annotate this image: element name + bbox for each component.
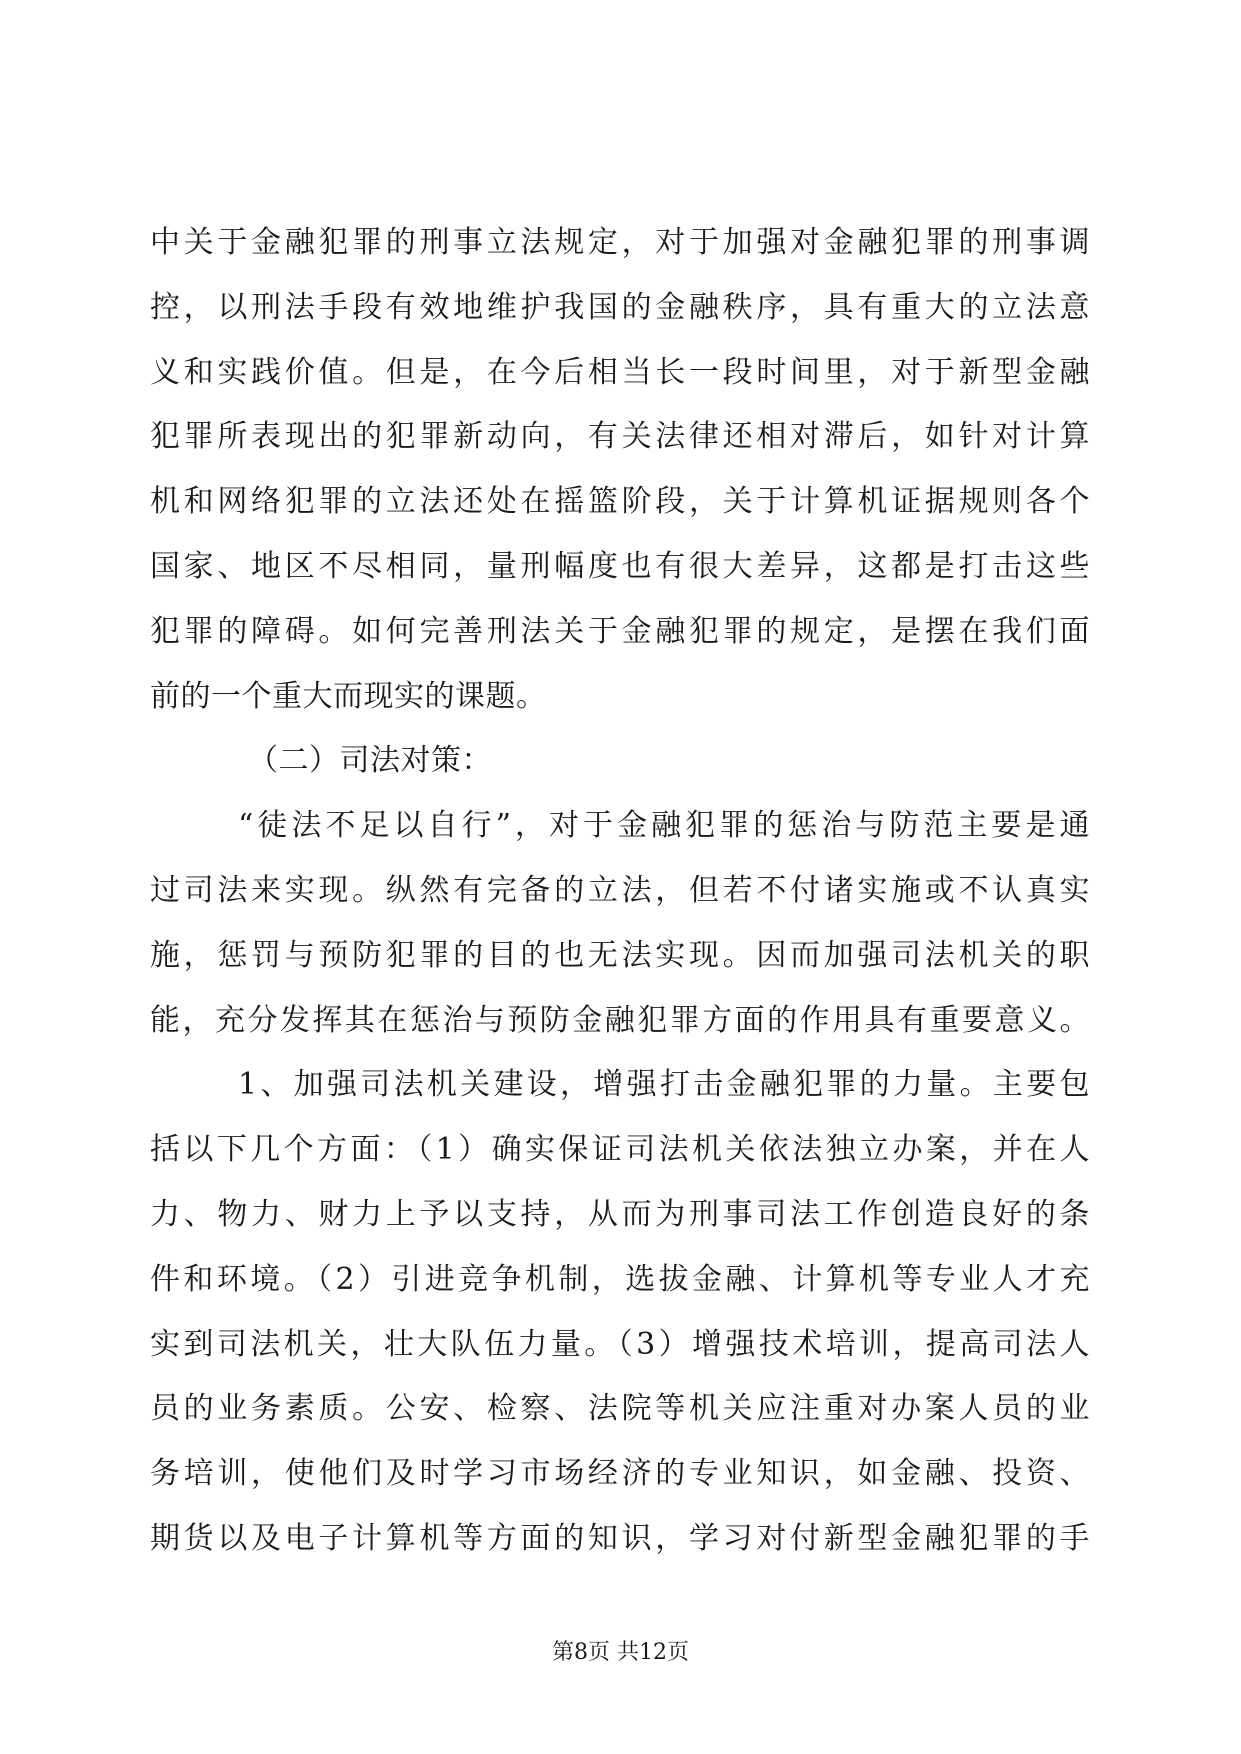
- text-line: 过司法来实现。纵然有完备的立法，但若不付诸实施或不认真实: [150, 872, 1090, 908]
- text-line: 括以下几个方面：（1）确实保证司法机关依法独立办案，并在人: [150, 1132, 1090, 1168]
- text-line: 期货以及电子计算机等方面的知识，学习对付新型金融犯罪的手: [150, 1520, 1090, 1556]
- text-line: 国家、地区不尽相同，量刑幅度也有很大差异，这都是打击这些: [150, 548, 1090, 584]
- text-line: 中关于金融犯罪的刑事立法规定，对于加强对金融犯罪的刑事调: [150, 225, 1090, 260]
- text-line: 务培训，使他们及时学习市场经济的专业知识，如金融、投资、: [150, 1456, 1090, 1492]
- text-line: 能，充分发挥其在惩治与预防金融犯罪方面的作用具有重要意义。: [150, 1002, 1090, 1038]
- text-line: 控，以刑法手段有效地维护我国的金融秩序，具有重大的立法意: [150, 289, 1090, 325]
- page-number-footer: 第8页 共12页: [552, 1640, 689, 1665]
- text-line: 犯罪所表现出的犯罪新动向，有关法律还相对滞后，如针对计算: [150, 419, 1090, 455]
- text-line: 施，惩罚与预防犯罪的目的也无法实现。因而加强司法机关的职: [150, 937, 1090, 973]
- section-heading: （二）司法对策：: [248, 743, 492, 779]
- text-line: 1、加强司法机关建设，增强打击金融犯罪的力量。主要包: [238, 1067, 1090, 1103]
- text-line: 义和实践价值。但是，在今后相当长一段时间里，对于新型金融: [150, 354, 1090, 390]
- text-line: 件和环境。（2）引进竞争机制，选拔金融、计算机等专业人才充: [150, 1261, 1090, 1297]
- text-line: 前的一个重大而现实的课题。: [150, 678, 547, 714]
- text-line: “徒法不足以自行”，对于金融犯罪的惩治与防范主要是通: [238, 808, 1090, 844]
- text-line: 机和网络犯罪的立法还处在摇篮阶段，关于计算机证据规则各个: [150, 484, 1090, 520]
- text-line: 犯罪的障碍。如何完善刑法关于金融犯罪的规定，是摆在我们面: [150, 613, 1090, 649]
- text-line: 员的业务素质。公安、检察、法院等机关应注重对办案人员的业: [150, 1391, 1090, 1427]
- text-line: 实到司法机关，壮大队伍力量。（3）增强技术培训，提高司法人: [150, 1326, 1090, 1362]
- text-line: 力、物力、财力上予以支持，从而为刑事司法工作创造良好的条: [150, 1196, 1090, 1232]
- body-text: [150, 225, 1090, 1589]
